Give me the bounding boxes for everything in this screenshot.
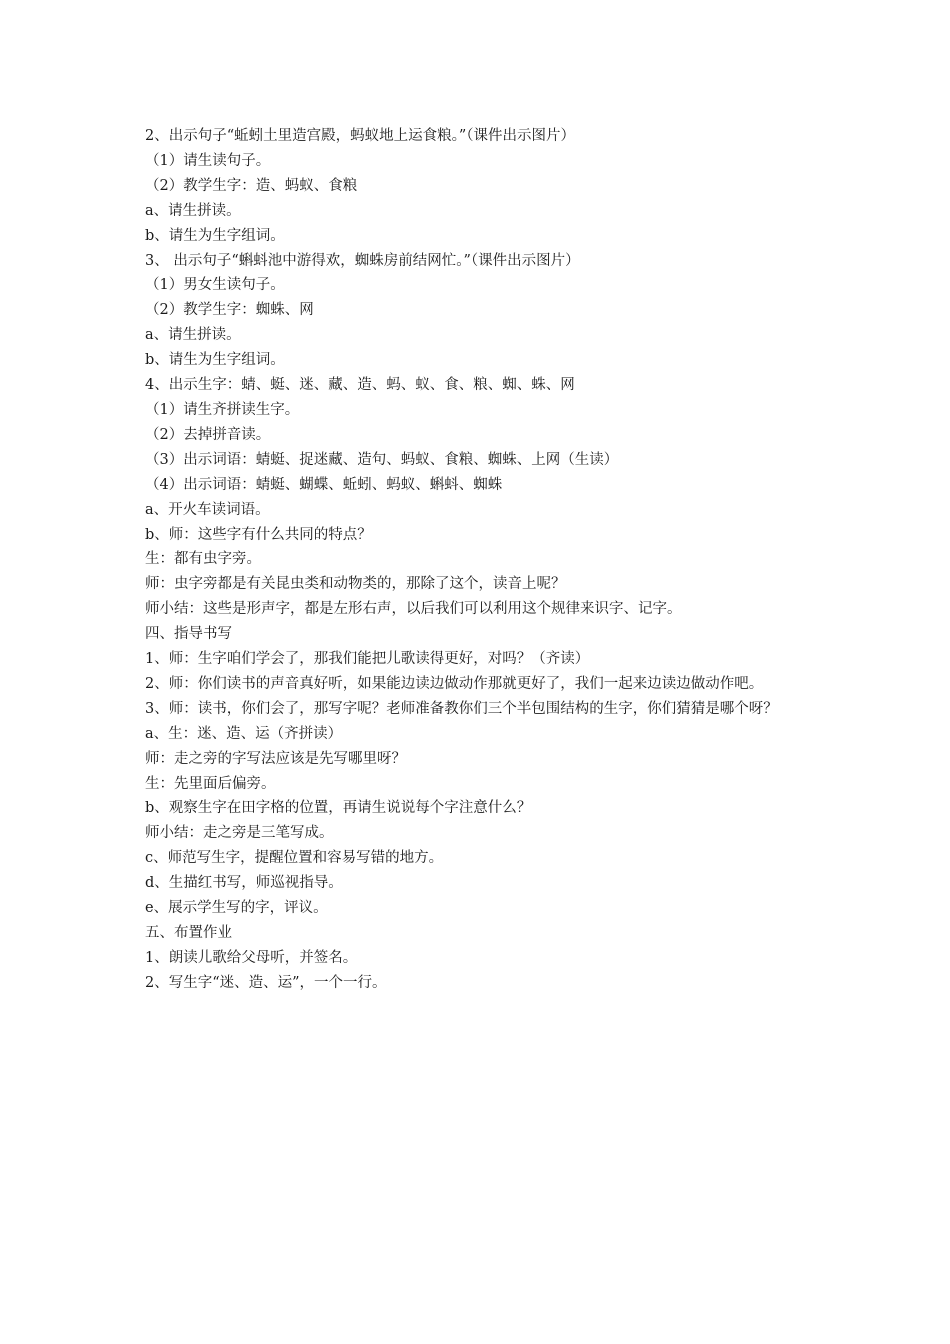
section-heading: 四、指导书写	[145, 626, 232, 643]
text-line: （1）请生齐拼读生字。	[145, 401, 300, 418]
text-line: 3、师：读书，你们会了，那写字呢？老师准备教你们三个半包围结构的生字，你们猜猜是哪个呀？	[145, 700, 778, 717]
text-line: a、生：迷、造、运（齐拼读）	[145, 725, 343, 742]
text-line: d、生描红书写，师巡视指导。	[145, 875, 343, 892]
text-line: a、开火车读词语。	[145, 501, 270, 518]
text-line: （1）男女生读句子。	[145, 277, 285, 294]
text-line: b、请生为生字组词。	[145, 352, 285, 369]
text-line: a、请生拼读。	[145, 327, 241, 344]
text-line: 4、出示生字：蜻、蜓、迷、藏、造、蚂、蚁、食、粮、蜘、蛛、网	[145, 377, 575, 394]
text-line: 3、 出示句子“蝌蚪池中游得欢，蜘蛛房前结网忙。”（课件出示图片）	[145, 252, 580, 269]
text-line: （4）出示词语：蜻蜓、蝴蝶、蚯蚓、蚂蚁、蝌蚪、蜘蛛	[145, 476, 503, 493]
text-line: 2、出示句子“蚯蚓土里造宫殿，蚂蚁地上运食粮。”（课件出示图片）	[145, 128, 576, 144]
text-line: （2）教学生字：造、蚂蚁、食粮	[145, 177, 358, 194]
text-line: （1）请生读句子。	[145, 152, 271, 169]
text-line: （3）出示词语：蜻蜓、捉迷藏、造句、蚂蚁、食粮、蜘蛛、上网（生读）	[145, 451, 619, 468]
text-line: 生：先里面后偏旁。	[145, 775, 276, 792]
text-line: 1、师：生字咱们学会了，那我们能把儿歌读得更好，对吗？（齐读）	[145, 651, 590, 668]
document-body	[145, 124, 810, 996]
text-line: 2、师：你们读书的声音真好听，如果能边读边做动作那就更好了，我们一起来边读边做动作吧。	[145, 675, 764, 692]
text-line: a、请生拼读。	[145, 202, 241, 219]
text-line: （2）去掉拼音读。	[145, 426, 271, 443]
text-line: e、展示学生写的字，评议。	[145, 900, 328, 917]
text-line: b、请生为生字组词。	[145, 227, 285, 244]
text-line: 师小结：走之旁是三笔写成。	[145, 825, 334, 842]
text-line: 2、写生字“迷、造、运”，一个一行。	[145, 974, 387, 991]
text-line: 师小结：这些是形声字，都是左形右声，以后我们可以利用这个规律来识字、记字。	[145, 601, 682, 618]
text-line: 师：虫字旁都是有关昆虫类和动物类的，那除了这个，读音上呢？	[145, 576, 566, 593]
text-line: c、师范写生字，提醒位置和容易写错的地方。	[145, 850, 444, 867]
text-line: b、观察生字在田字格的位置，再请生说说每个字注意什么？	[145, 800, 532, 817]
text-line: b、师：这些字有什么共同的特点？	[145, 526, 372, 543]
section-heading: 五、布置作业	[145, 925, 232, 941]
text-line: 师：走之旁的字写法应该是先写哪里呀？	[145, 750, 406, 767]
text-line: 1、朗读儿歌给父母听，并签名。	[145, 949, 358, 966]
text-line: 生：都有虫字旁。	[145, 551, 261, 568]
text-line: （2）教学生字：蜘蛛、网	[145, 302, 314, 319]
